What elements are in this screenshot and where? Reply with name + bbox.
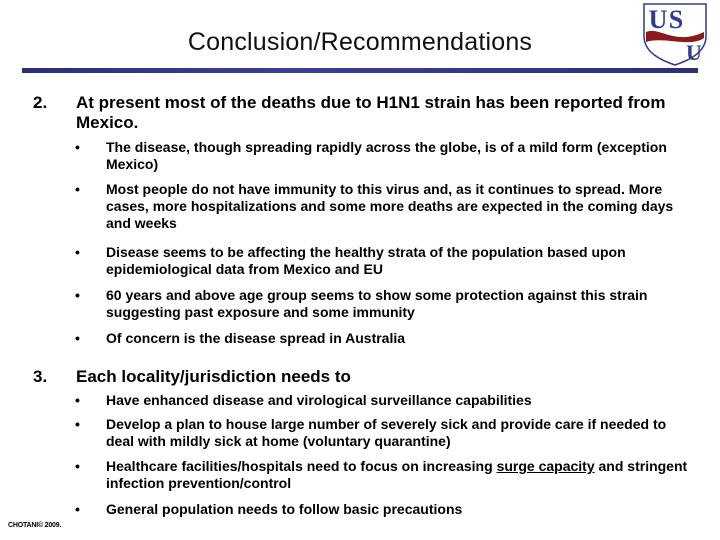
bullet-text: 60 years and above age group seems to show some protection against this strain suggesting past exposure and some immunity xyxy=(106,287,648,320)
point-number: 3. xyxy=(33,367,48,386)
bullet-text: Disease seems to be affecting the healthy strata of the population based upon epidemiological data from Mexico and EU xyxy=(106,244,626,277)
bullet-text-start: Healthcare facilities/hospitals need to focus on increasing xyxy=(106,458,497,474)
logo-letter-u1: U xyxy=(648,5,668,34)
bullet-text-end: and stringent infection prevention/control xyxy=(106,458,688,491)
bullet-text: General population needs to follow basic precautions xyxy=(106,501,463,517)
bullet-text: Develop a plan to house large number of severely sick and provide care if needed to deal with mildly sick at home (voluntary quarantine) xyxy=(106,416,667,449)
bullet-icon: • xyxy=(75,244,80,260)
bullet-icon: • xyxy=(75,287,80,303)
bullet-icon: • xyxy=(75,416,80,432)
logo-letter-s: S xyxy=(668,5,684,34)
point-text: Each locality/jurisdiction needs to xyxy=(76,367,351,386)
bullet-text: Most people do not have immunity to this virus and, as it continues to spread. More cases, more hospitalizations and some more deaths are expected in the coming days and weeks xyxy=(106,181,674,231)
logo-letter-u2: U xyxy=(686,40,702,65)
slide-title: Conclusion/Recommendations xyxy=(187,28,533,56)
bullet-text: Of concern is the disease spread in Australia xyxy=(106,330,406,346)
title-rule xyxy=(22,68,698,73)
point-text: At present most of the deaths due to H1N1 strain has been reported from Mexico. xyxy=(76,93,666,132)
point-number: 2. xyxy=(33,93,48,112)
bullet-icon: • xyxy=(75,139,80,155)
bullet-icon: • xyxy=(75,181,80,197)
bullet-icon: • xyxy=(75,458,80,474)
bullet-text: Have enhanced disease and virological surveillance capabilities xyxy=(106,392,532,408)
bullet-text: The disease, though spreading rapidly across the globe, is of a mild form (exception Mexico) xyxy=(106,139,667,172)
bullet-icon: • xyxy=(75,330,80,346)
bullet-text xyxy=(106,458,698,492)
bullet-icon: • xyxy=(75,392,80,408)
usu-logo-icon xyxy=(640,2,710,66)
copyright-notice: CHOTANI© 2009. xyxy=(8,522,62,529)
surge-capacity-underlined: surge capacity xyxy=(496,458,595,474)
bullet-icon: • xyxy=(75,501,80,517)
